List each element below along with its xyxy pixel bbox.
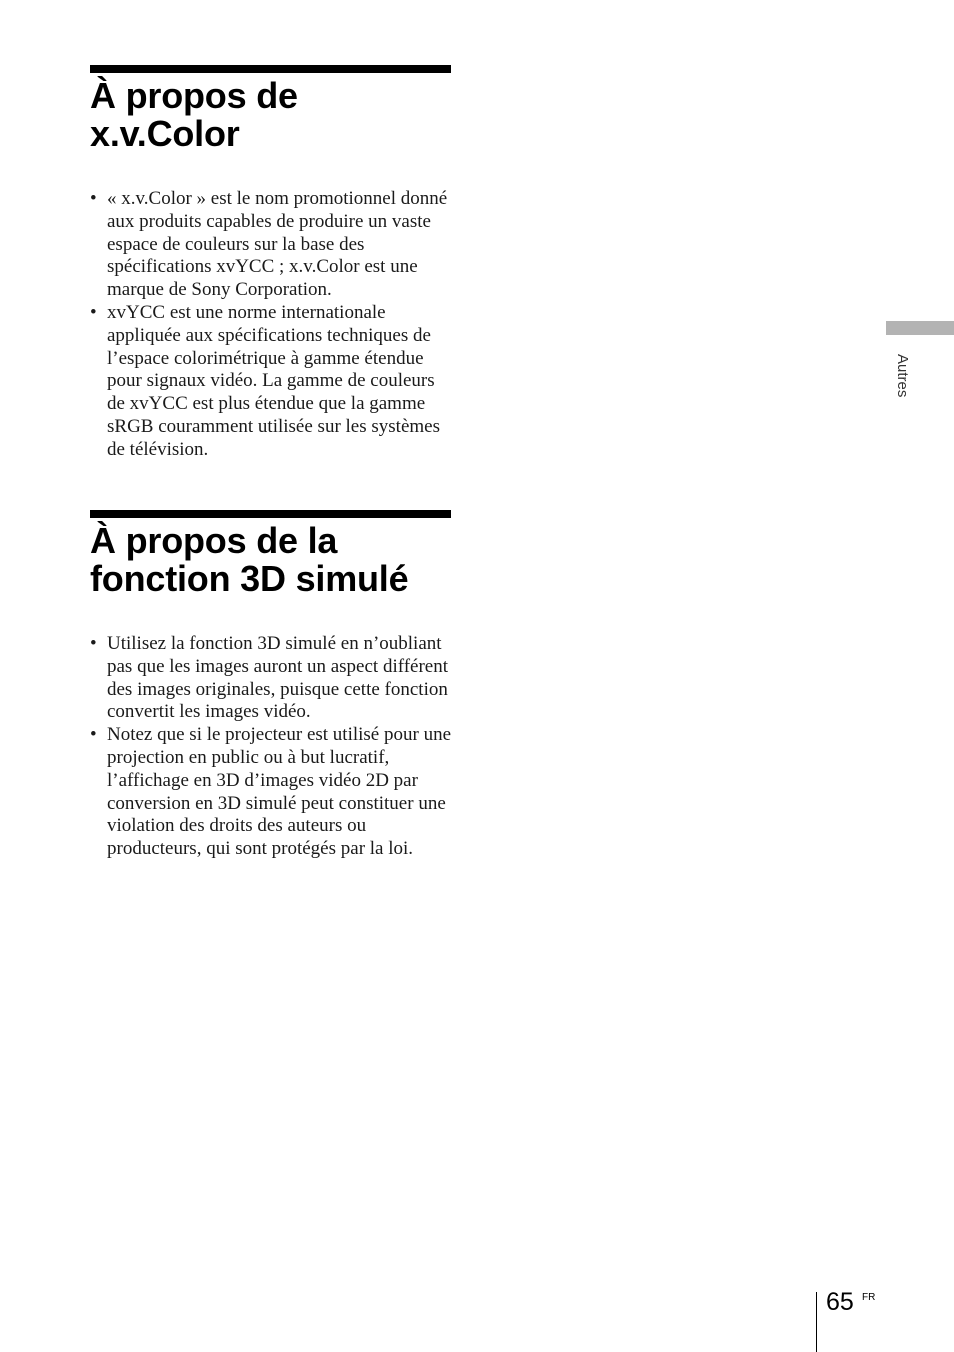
bullet-icon: • <box>90 633 97 654</box>
chapter-tab-marker <box>886 321 954 335</box>
bullet-icon: • <box>90 301 97 323</box>
section-title <box>90 77 451 153</box>
list-item <box>90 724 451 861</box>
section-xvcolor <box>90 65 451 462</box>
section-title <box>90 522 451 598</box>
bullet-list <box>90 633 451 861</box>
list-item <box>90 633 451 724</box>
section-title-line-1: À propos de <box>90 75 298 116</box>
list-item-text: « x.v.Color » est le nom promotionnel donné aux produits capables de produire un vaste espace de couleurs sur la base des spécifications xvYCC ; x.v.Color est une marque de Sony Corporation. <box>107 188 448 301</box>
chapter-tab-label: Autres <box>894 354 911 398</box>
section-title-line-1: À propos de la <box>90 520 338 561</box>
section-title-line-2: x.v.Color <box>90 113 240 154</box>
section-simulated-3d <box>90 510 451 861</box>
section-title-line-2: fonction 3D simulé <box>90 558 409 599</box>
page-number-divider <box>816 1292 817 1352</box>
list-item-text: Utilisez la fonction 3D simulé en n’oubliant pas que les images auront un aspect différent des images originales, puisque cette fonction convertit les images vidéo. <box>107 633 449 723</box>
list-item-text: Notez que si le projecteur est utilisé pour une projection en public ou à but lucratif, l’affichage en 3D d’images vidéo 2D par conversion en 3D simulé peut constituer une violation des droits des auteurs ou producteurs, qui sont protégés par la loi. <box>107 724 452 860</box>
page-number: 65 <box>826 1288 854 1316</box>
page-language-code: FR <box>862 1292 876 1303</box>
list-item <box>90 302 451 462</box>
list-item <box>90 188 451 302</box>
list-item-text: xvYCC est une norme internationale appliquée aux spécifications techniques de l’espace colorimétrique à gamme étendue pour signaux vidéo. La gamme de couleurs de xvYCC est plus étendue que la gamme sRGB couramment utilisée sur les systèmes de télévision. <box>107 301 440 460</box>
bullet-icon: • <box>90 188 97 209</box>
bullet-list <box>90 188 451 462</box>
bullet-icon: • <box>90 724 97 746</box>
section-rule <box>90 65 451 73</box>
section-rule <box>90 510 451 518</box>
